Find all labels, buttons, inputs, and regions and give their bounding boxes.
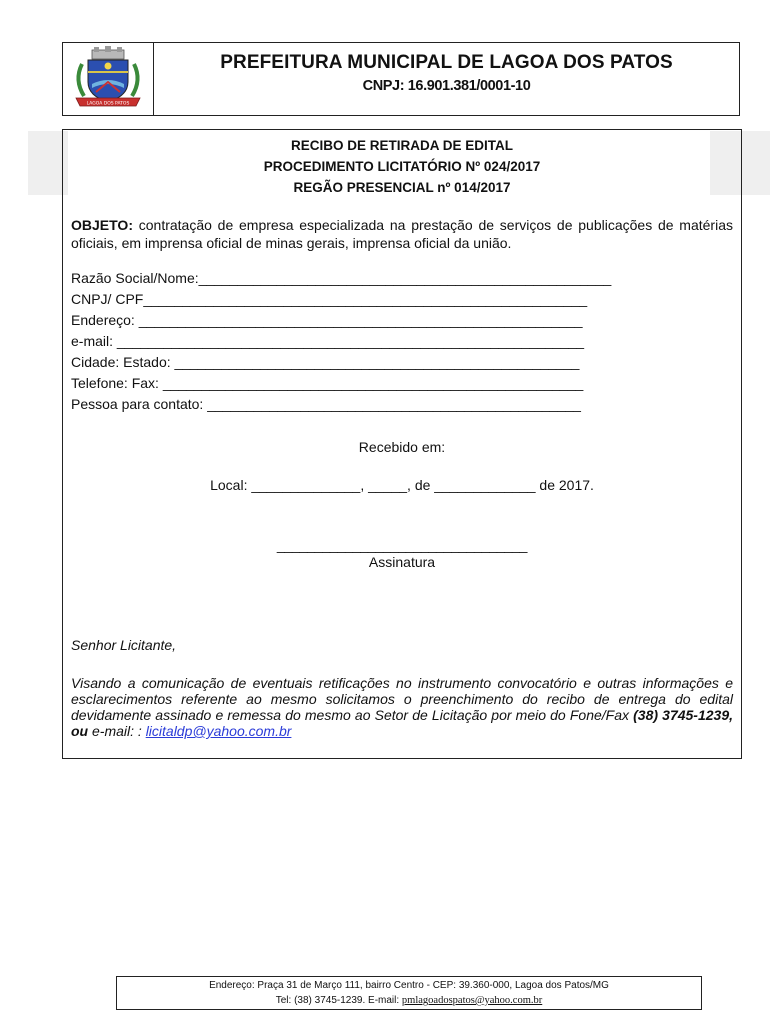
document-header (62, 42, 740, 116)
contact-phone: (38) 3745-1239, ou (71, 707, 733, 739)
footer-phone: Tel: (38) 3745-1239. E-mail: (275, 995, 402, 1006)
instructions-paragraph (71, 675, 733, 739)
footer-contact (117, 993, 701, 1008)
logo-cell (63, 43, 154, 115)
receipt-heading (63, 130, 741, 198)
field-pessoa-contato[interactable]: Pessoa para contato: ________________________________________________ (71, 396, 581, 412)
logo-ribbon-text: LAGOA DOS PATOS (86, 101, 130, 107)
signature-line[interactable]: _________________________________ (276, 537, 528, 553)
field-telefone-fax[interactable]: Telefone: Fax: ______________________________________________________ (71, 375, 584, 391)
field-cidade-estado[interactable]: Cidade: Estado: ____________________________________________________ (71, 354, 580, 370)
title-cell (154, 43, 739, 115)
field-razao-social[interactable]: Razão Social/Nome:_____________________________________________________ (71, 270, 612, 286)
municipality-cnpj: CNPJ: 16.901.381/0001-10 (362, 78, 531, 94)
signature-label: Assinatura (368, 554, 436, 570)
object-label: OBJETO: (71, 217, 133, 233)
local-date-line[interactable]: Local: ______________, _____, de _____________ de 2017. (210, 477, 594, 493)
contact-email-link[interactable]: licitaldp@yahoo.com.br (145, 723, 292, 739)
footer-address: Endereço: Praça 31 de Março 111, bairro Centro - CEP: 39.360-000, Lagoa dos Patos/MG (209, 980, 609, 991)
salutation: Senhor Licitante, (71, 637, 177, 653)
page-footer (116, 976, 702, 1010)
receipt-form (62, 129, 742, 759)
receipt-heading-line2: PROCEDIMENTO LICITATÓRIO Nº 024/2017 (263, 159, 541, 174)
field-cnpj-cpf[interactable]: CNPJ/ CPF_________________________________________________________ (71, 291, 588, 307)
instructions-text: Visando a comunicação de eventuais retificações no instrumento convocatório e outras informações e esclarecimentos referente ao mesmo solicitamos o preenchimento do recibo de entrega do edital devidamente assinado e remessa do mesmo ao Setor de Licitação por meio do Fone/Fax (71, 675, 733, 723)
footer-email-link[interactable]: pmlagoadospatos@yahoo.com.br (401, 995, 543, 1006)
municipal-coat-of-arms-logo (68, 46, 148, 112)
object-paragraph (71, 216, 733, 252)
object-text: contratação de empresa especializada na prestação de serviços de publicações de matérias oficiais, em imprensa oficial de minas gerais, imprensa oficial da união. (71, 217, 733, 251)
receipt-heading-line3: REGÃO PRESENCIAL nº 014/2017 (293, 180, 511, 195)
municipality-title: PREFEITURA MUNICIPAL DE LAGOA DOS PATOS (220, 52, 673, 73)
email-prefix: e-mail: : (88, 723, 146, 739)
received-label: Recebido em: (358, 439, 446, 455)
field-email[interactable]: e-mail: ____________________________________________________________ (71, 333, 585, 349)
receipt-heading-line1: RECIBO DE RETIRADA DE EDITAL (290, 138, 513, 153)
field-endereco[interactable]: Endereço: _________________________________________________________ (71, 312, 583, 328)
form-fields (71, 268, 733, 415)
